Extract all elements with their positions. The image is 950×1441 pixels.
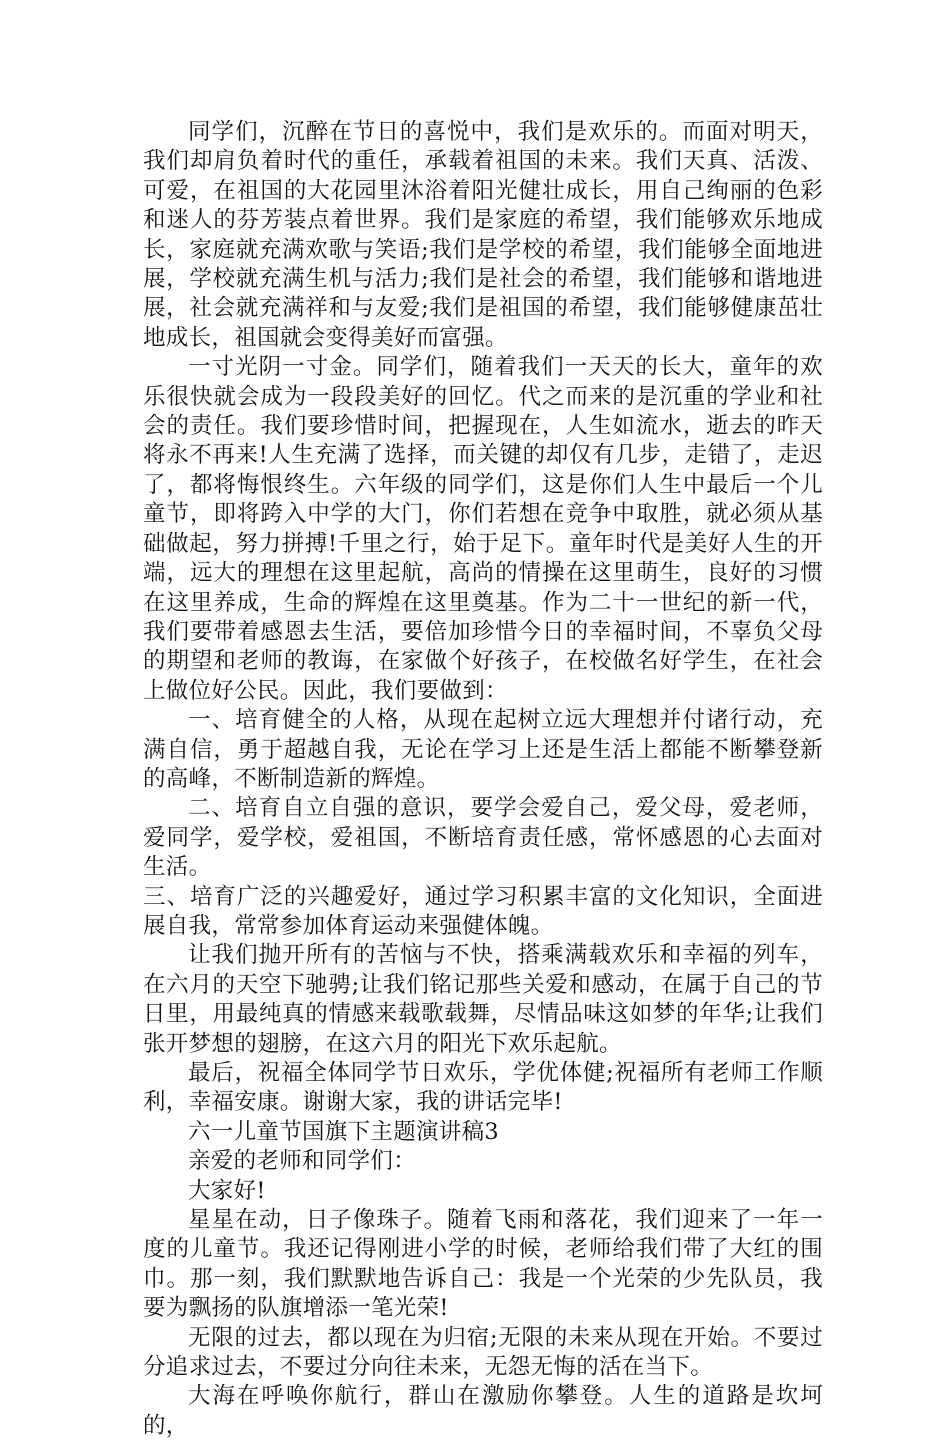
section-title: 六一儿童节国旗下主题演讲稿3 [188,1118,500,1145]
paragraph-4: 二、培育自立自强的意识，要学会爱自己，爱父母，爱老师，爱同学，爱学校，爱祖国，不断培育责任感，常怀感恩的心去面对生活。 [143,795,823,881]
paragraph-8: 星星在动，日子像珠子。随着飞雨和落花，我们迎来了一年一度的儿童节。我还记得刚进小学的时候，老师给我们带了大红的围巾。那一刻，我们默默地告诉自己：我是一个光荣的少先队员，我要为飘扬的队旗增添一笔光荣! [143,1207,823,1322]
paragraph-3: 一、培育健全的人格，从现在起树立远大理想并付诸行动，充满自信，勇于超越自我，无论在学习上还是生活上都能不断攀登新的高峰，不断制造新的辉煌。 [143,707,823,792]
greeting: 大家好! [188,1177,266,1204]
salutation: 亲爱的老师和同学们： [188,1148,417,1175]
document-page [143,118,823,1441]
paragraph-7: 最后，祝福全体同学节日欢乐，学优体健;祝福所有老师工作顺利，幸福安康。谢谢大家，我的讲话完毕! [143,1060,823,1116]
paragraph-2: 一寸光阴一寸金。同学们，随着我们一天天的长大，童年的欢乐很快就会成为一段段美好的回忆。代之而来的是沉重的学业和社会的责任。我们要珍惜时间，把握现在，人生如流水，逝去的昨天将永不再来!人生充满了选择，而关键的却仅有几步，走错了，走迟了，都将悔恨终生。六年级的同学们，这是你们人生中最后一个儿童节，即将跨入中学的大门，你们若想在竞争中取胜，就必须从基础做起，努力拼搏!千里之行，始于足下。童年时代是美好人生的开端，远大的理想在这里起航，高尚的情操在这里萌生，良好的习惯在这里养成，生命的辉煌在这里奠基。作为二十一世纪的新一代，我们要带着感恩去生活，要倍加珍惜今日的幸福时间，不辜负父母的期望和老师的教诲，在家做个好孩子，在校做名好学生，在社会上做位好公民。因此，我们要做到： [143,354,823,704]
paragraph-10: 大海在呼唤你航行，群山在激励你攀登。人生的道路是坎坷的， [143,1383,823,1439]
paragraph-6: 让我们抛开所有的苦恼与不快，搭乘满载欢乐和幸福的列车，在六月的天空下驰骋;让我们铭记那些关爱和感动，在属于自己的节日里，用最纯真的情感来载歌载舞，尽情品味这如梦的年华;让我们张开梦想的翅膀，在这六月的阳光下欢乐起航。 [143,942,823,1057]
paragraph-1: 同学们，沉醉在节日的喜悦中，我们是欢乐的。而面对明天，我们却肩负着时代的重任，承载着祖国的未来。我们天真、活泼、可爱，在祖国的大花园里沐浴着阳光健壮成长，用自己绚丽的色彩和迷人的芬芳装点着世界。我们是家庭的希望，我们能够欢乐地成长，家庭就充满欢歌与笑语;我们是学校的希望，我们能够全面地进展，学校就充满生机与活力;我们是社会的希望，我们能够和谐地进展，社会就充满祥和与友爱;我们是祖国的希望，我们能够健康茁壮地成长，祖国就会变得美好而富强。 [143,119,823,351]
paragraph-9: 无限的过去，都以现在为归宿;无限的未来从现在开始。不要过分追求过去，不要过分向往未来，无怨无悔的活在当下。 [143,1324,823,1381]
paragraph-5: 三、培育广泛的兴趣爱好，通过学习积累丰富的文化知识，全面进展自我，常常参加体育运动来强健体魄。 [143,883,823,939]
